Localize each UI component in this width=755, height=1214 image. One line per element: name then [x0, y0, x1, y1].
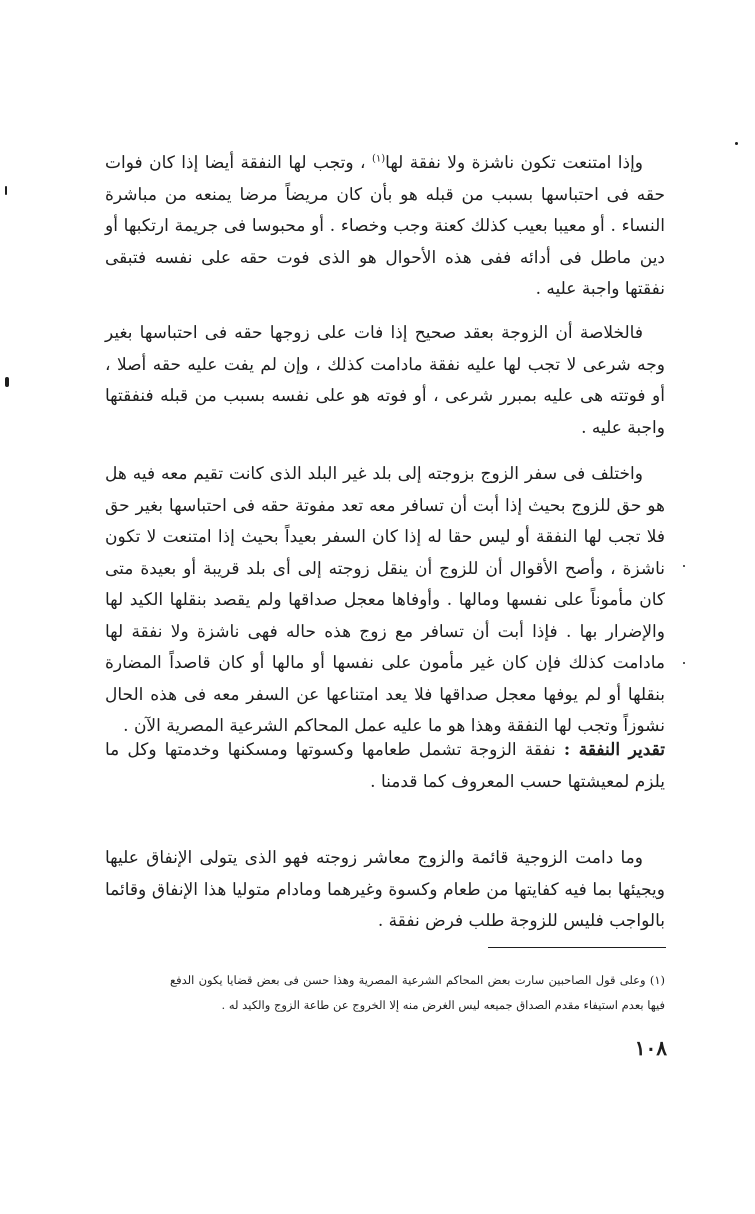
- page-number: ١٠٨: [634, 1036, 667, 1060]
- footnote-divider: [488, 947, 666, 948]
- paragraph-4: [105, 735, 665, 798]
- paragraph-5: [105, 843, 665, 938]
- paragraph-2: [105, 318, 665, 444]
- paragraph-5-text: وما دامت الزوجية قائمة والزوج معاشر زوجته فهو الذى يتولى الإنفاق عليها ويجيئها بما فيه كفايتها من طعام وكسوة وغيرهما ومادام متوليا هذا الإنفاق وقائما بالواجب فليس للزوجة طلب فرض نفقة .: [105, 848, 665, 931]
- scan-speck: [683, 662, 685, 664]
- section-term-heading: تقدير النفقة :: [563, 740, 666, 760]
- scan-speck: [5, 377, 9, 387]
- scan-speck: [735, 142, 738, 145]
- footnote: (١) وعلى قول الصاحبين سارت بعض المحاكم الشرعية المصرية وهذا حسن فى بعض قضايا يكون الدفع فيها بعدم استيفاء مقدم الصداق جميعه ليس الغرض منه إلا الخروج عن طاعة الزوج والكيد له .: [170, 973, 665, 1012]
- scan-speck: [5, 186, 7, 195]
- paragraph-1-text-after-note: ، وتجب لها النفقة أيضا إذا كان فوات حقه فى احتباسها بسبب من قبله هو بأن كان مريضاً مرضا يمنعه من مباشرة النساء . أو معيبا بعيب كذلك كعنة وجب وخصاء . أو محبوسا فى جريمة ارتكبها أو دين ماطل فى أدائه ففى هذه الأحوال هو الذى فوت حقه على نفسه فتبقى نفقتها واجبة عليه .: [105, 153, 665, 299]
- paragraph-4-text: نفقة الزوجة تشمل طعامها وكسوتها ومسكنها وخدمتها وكل ما يلزم لمعيشتها حسب المعروف كما قدمنا .: [105, 740, 665, 792]
- paragraph-1: [105, 148, 665, 306]
- paragraph-1-text-before-note: وإذا امتنعت تكون ناشزة ولا نفقة لها: [385, 153, 643, 173]
- paragraph-3-text: واختلف فى سفر الزوج بزوجته إلى بلد غير البلد الذى كانت تقيم معه فيه هل هو حق للزوج بحيث إذا أبت أن تسافر معه تعد مفوتة حقه فى احتباسها بغير حق فلا تجب لها النفقة أو ليس حقا له إذا كان السفر بعيداً بحيث إذا امتنعت لا تكون ناشزة ، وأصح الأقوال أن للزوج أن ينقل زوجته إلى أى بلد قريبة أو بعيدة متى كان مأموناً على نفسها ومالها . وأوفاها معجل صداقها ولم يقصد بنقلها الكيد لها والإضرار بها . فإذا أبت أن تسافر مع زوج هذه حاله فهى ناشزة ولا نفقة لها مادامت كذلك فإن كان غير مأمون على نفسها أو مالها أو كان قاصداً المضارة بنقلها أو لم يوفها معجل صداقها فلا يعد امتناعها عن السفر معه فى هذه الحال نشوزاً وتجب لها النفقة وهذا هو ما عليه عمل المحاكم الشرعية المصرية الآن .: [105, 464, 665, 736]
- scan-speck: [683, 565, 685, 567]
- footnote-reference: (١): [371, 153, 386, 165]
- paragraph-2-text: فالخلاصة أن الزوجة بعقد صحيح إذا فات على زوجها حقه فى احتباسها بغير وجه شرعى لا تجب لها عليه نفقة مادامت كذلك ، وإن لم يفت عليه حقه أصلا ، أو فوتته هى عليه بمبرر شرعى ، أو فوته هو على نفسه بسبب من قبله فنفقتها واجبة عليه .: [105, 323, 665, 438]
- paragraph-3: [105, 459, 665, 743]
